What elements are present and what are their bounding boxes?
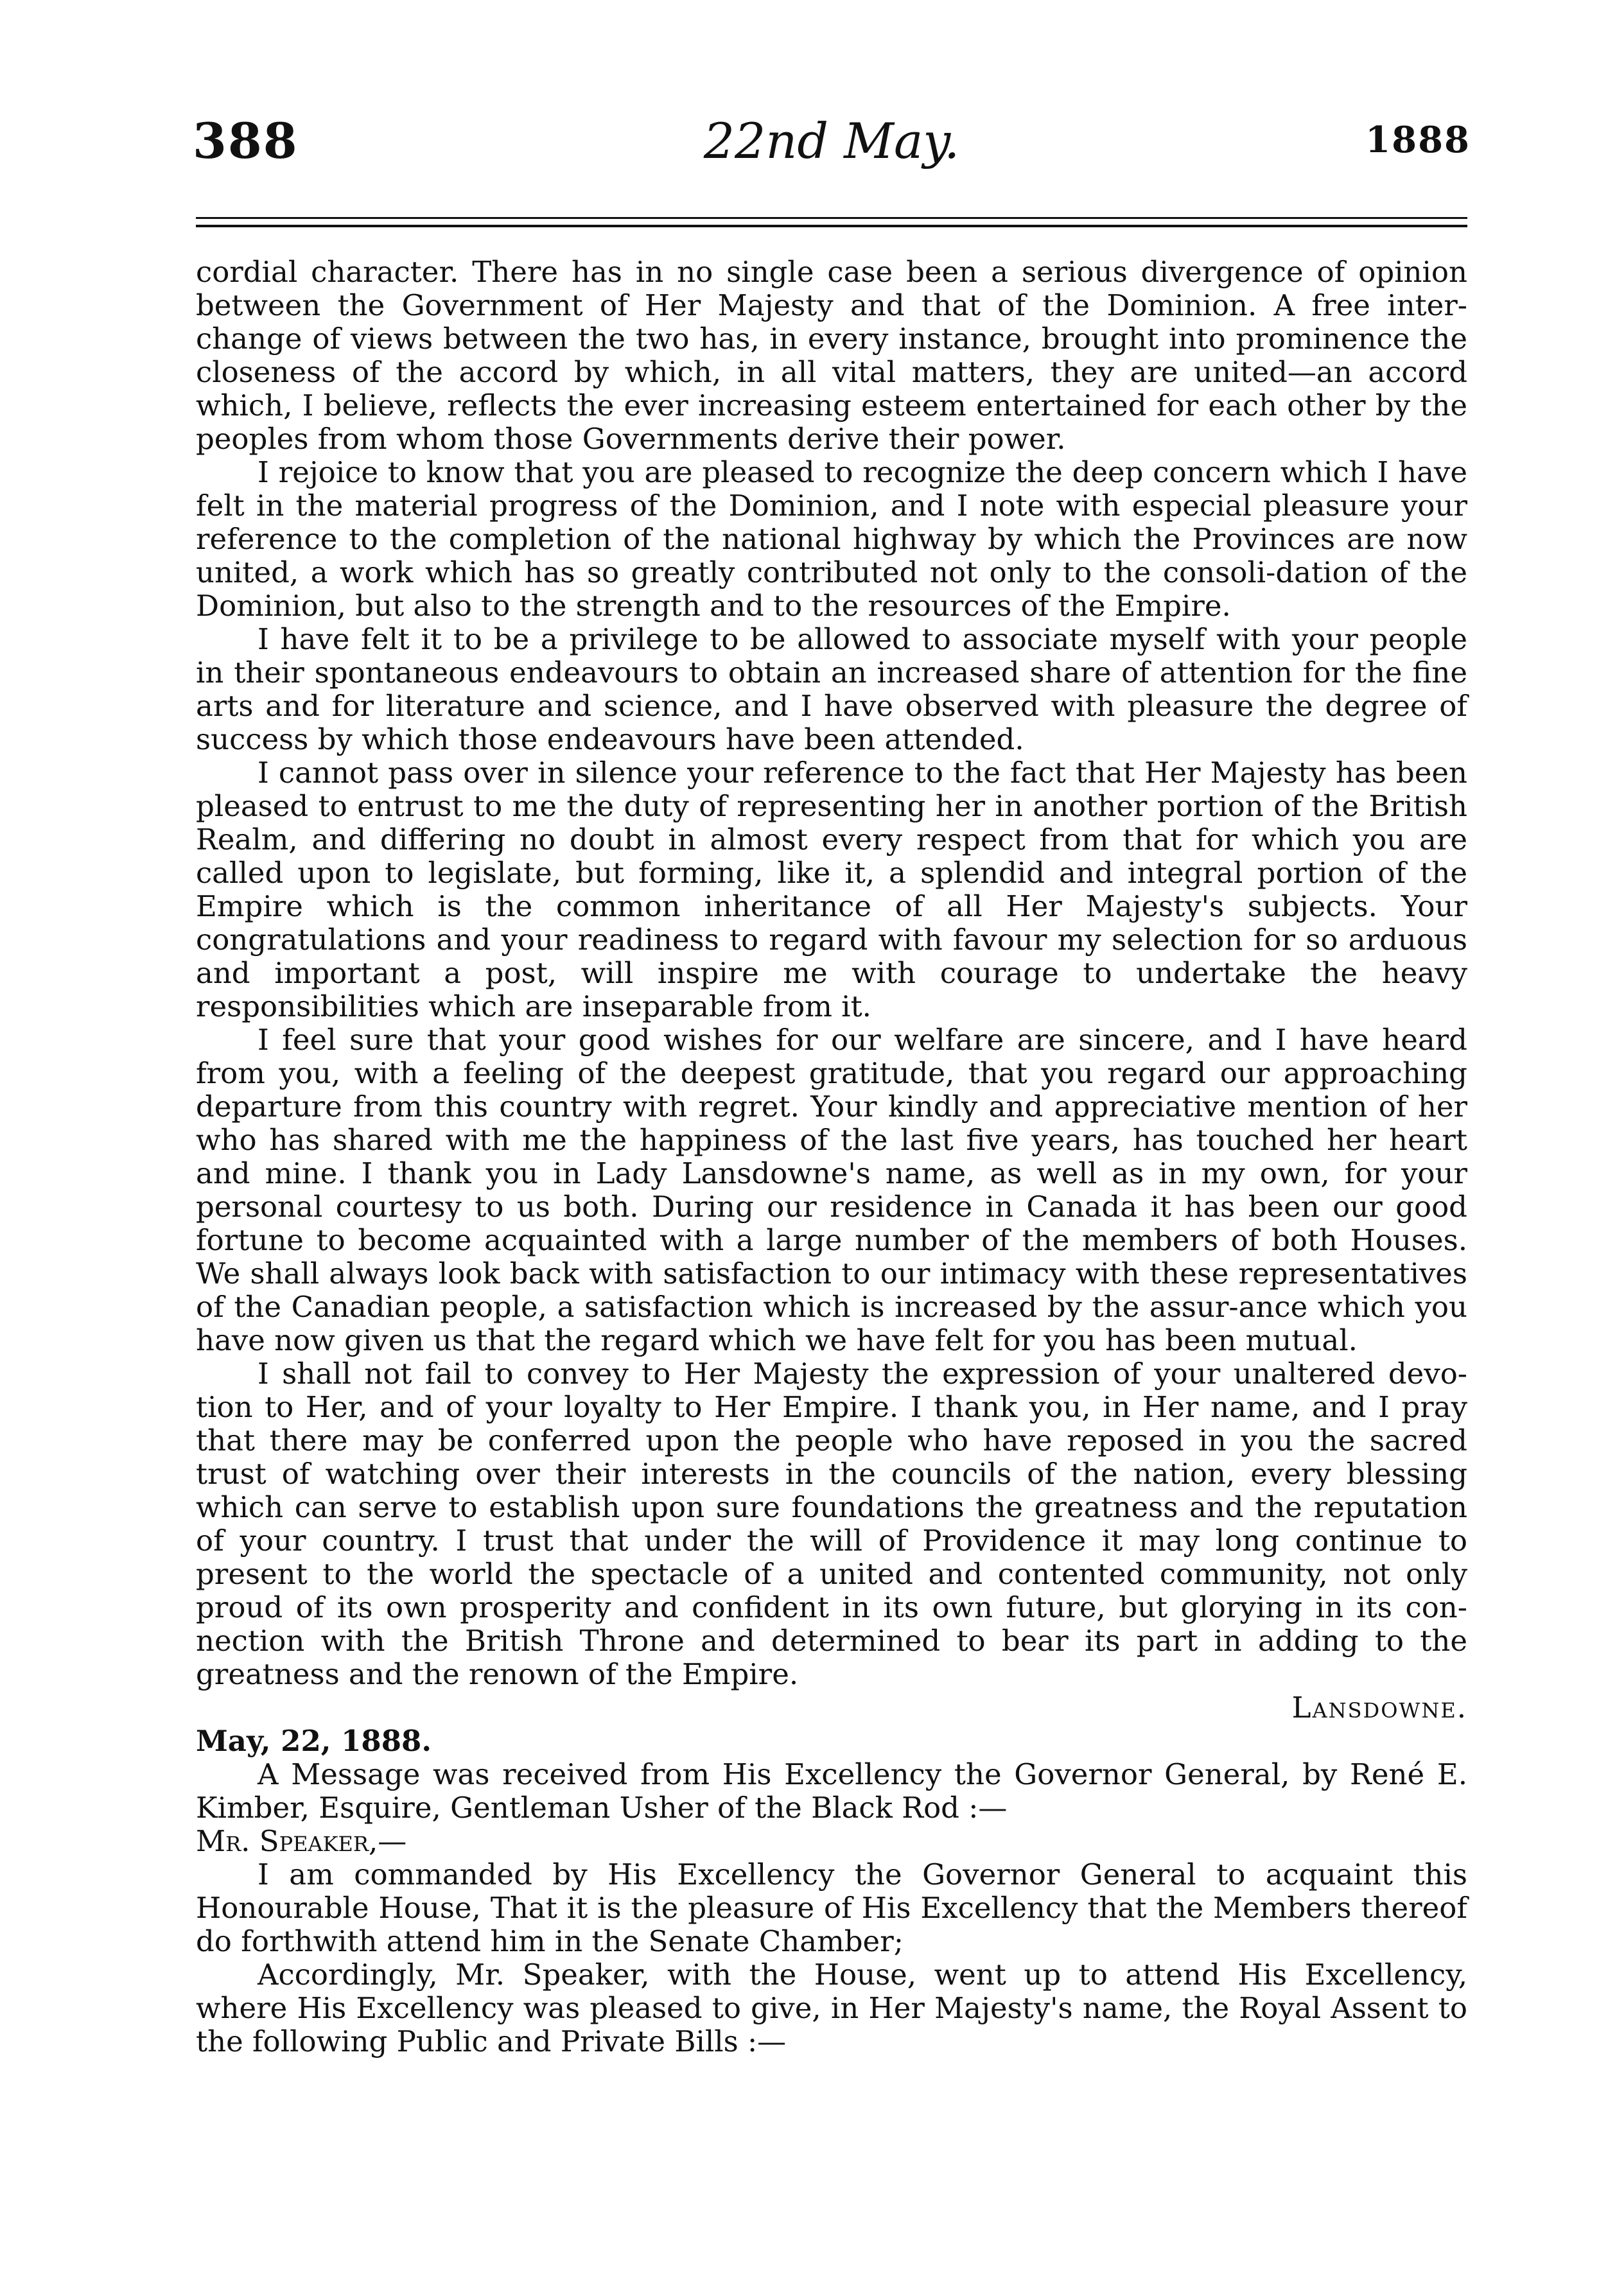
dateline: May, 22, 1888. bbox=[196, 1724, 432, 1758]
body-paragraph-5: I feel sure that your good wishes for our welfare are sincere, and I have heard from you, with a feeling of the deepest gratitude, that you regard our approaching departure from this country with regret. Your kindly and appreciative mention of her who has shared with me the happiness of the last five years, has touched her heart and mine. I thank you in Lady Lansdowne's name, as well as in my own, for your personal courtesy to us both. During our residence in Canada it has been our good fortune to become acquainted with a large number of the members of both Houses. We shall always look back with satisfaction to our intimacy with these representatives of the Canadian people, a satisfaction which is increased by the assur-ance which you have now given us that the regard which we have felt for you has been mutual. bbox=[196, 1023, 1467, 1357]
header-year: 1888 bbox=[1365, 119, 1471, 161]
message-body-1: I am commanded by His Excellency the Governor General to acquaint this Honourable House, That it is the pleasure of His Excellency that the Members thereof do forthwith attend him in the Senate Chamber; bbox=[196, 1857, 1467, 1958]
message-paragraph: A Message was received from His Excellency the Governor General, by René E. Kimber, Esquire, Gentleman Usher of the Black Rod :— bbox=[196, 1757, 1467, 1825]
signature: Lansdowne. bbox=[1291, 1691, 1467, 1725]
body-paragraph-2: I rejoice to know that you are pleased to recognize the deep concern which I have felt in the material progress of the Dominion, and I note with especial pleasure your reference to the completion of the national highway by which the Provinces are now united, a work which has so greatly contributed not only to the consoli-dation of the Dominion, but also to the strength and to the resources of the Empire. bbox=[196, 455, 1467, 623]
page-header bbox=[193, 112, 1471, 189]
message-body-2: Accordingly, Mr. Speaker, with the House, went up to attend His Excellency, where His Excellency was pleased to give, in Her Majesty's name, the Royal Assent to the following Public and Private Bills :— bbox=[196, 1958, 1467, 2058]
body-paragraph-1: cordial character. There has in no single case been a serious divergence of opinion between the Government of Her Majesty and that of the Dominion. A free inter-change of views between the two has, in every instance, brought into prominence the closeness of the accord by which, in all vital matters, they are united—an accord which, I believe, reflects the ever increasing esteem entertained for each other by the peoples from whom those Governments derive their power. bbox=[196, 255, 1467, 456]
body-paragraph-4: I cannot pass over in silence your reference to the fact that Her Majesty has been pleased to entrust to me the duty of representing her in another portion of the British Realm, and differing no doubt in almost every respect from that for which you are called upon to legislate, but forming, like it, a splendid and integral portion of the Empire which is the common inheritance of all Her Majesty's subjects. Your congratulations and your readiness to regard with favour my selection for so arduous and important a post, will inspire me with courage to undertake the heavy responsibilities which are inseparable from it. bbox=[196, 756, 1467, 1023]
header-rule-thick bbox=[196, 225, 1467, 227]
page-number: 388 bbox=[193, 112, 299, 170]
header-rule-thin bbox=[196, 217, 1467, 219]
body-paragraph-3: I have felt it to be a privilege to be allowed to associate myself with your people in their spontaneous endeavours to obtain an increased share of attention for the fine arts and for literature and science, and I have observed with pleasure the degree of success by which those endeavours have been attended. bbox=[196, 622, 1467, 756]
page-body bbox=[196, 256, 1467, 2058]
salutation: Mr. Speaker,— bbox=[196, 1824, 407, 1858]
running-title: 22nd May. bbox=[703, 112, 960, 170]
body-paragraph-6: I shall not fail to convey to Her Majesty the expression of your unaltered devo-tion to Her, and of your loyalty to Her Empire. I thank you, in Her name, and I pray that there may be conferred upon the people who have reposed in you the sacred trust of watching over their interests in the councils of the nation, every blessing which can serve to establish upon sure foundations the greatness and the reputation of your country. I trust that under the will of Providence it may long continue to present to the world the spectacle of a united and contented community, not only proud of its own prosperity and confident in its own future, but glorying in its con-nection with the British Throne and determined to bear its part in adding to the greatness and the renown of the Empire. bbox=[196, 1357, 1467, 1691]
